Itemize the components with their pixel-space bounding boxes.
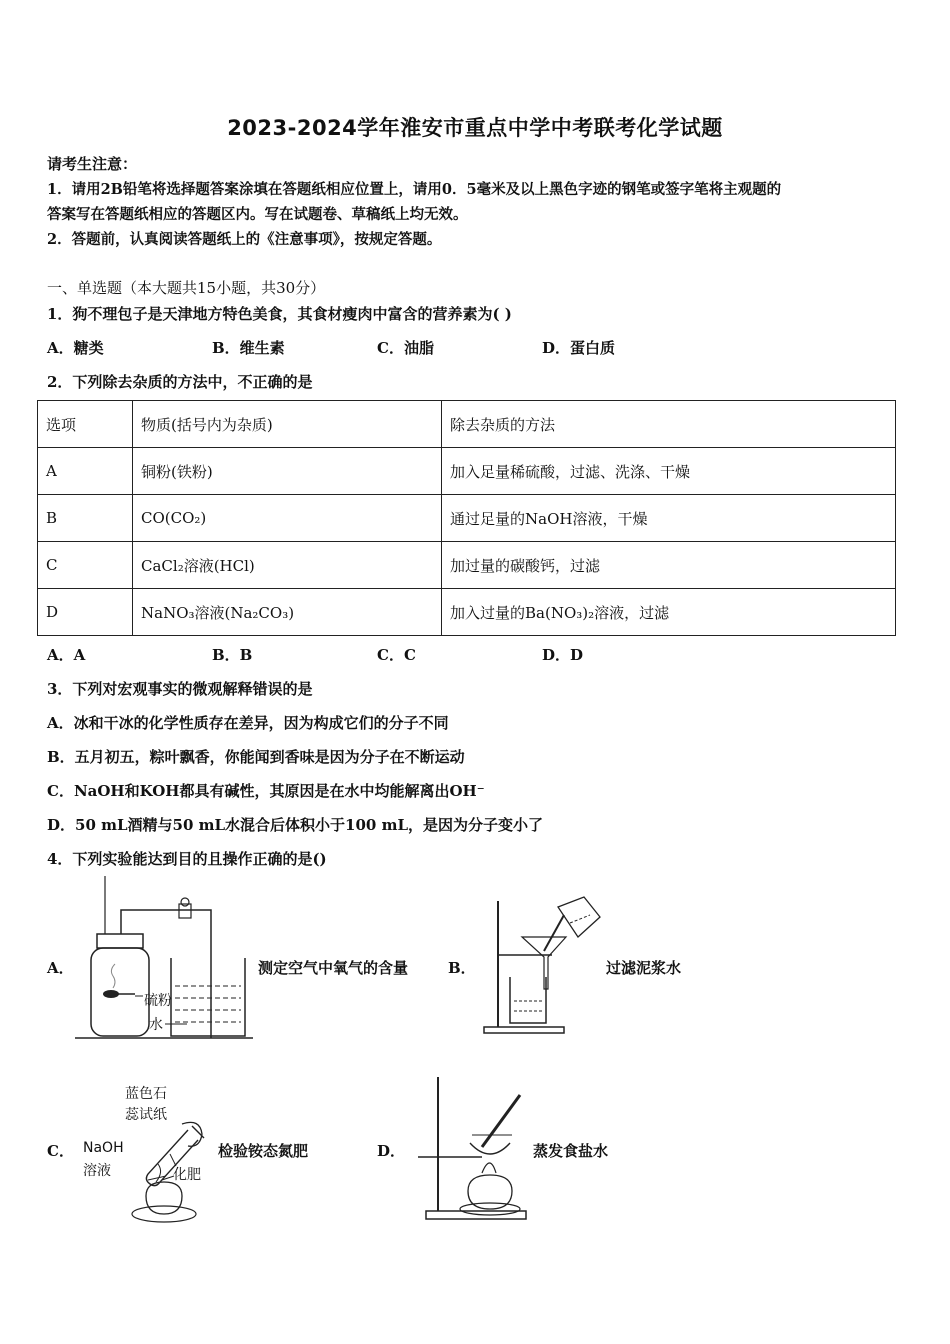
q2-option-a[interactable]: A．A (47, 646, 86, 664)
table-cell: 加入过量的Ba(NO₃)₂溶液，过滤 (442, 589, 896, 636)
q3-option-b[interactable]: B．五月初五，粽叶飘香，你能闻到香味是因为分子在不断运动 (47, 748, 465, 766)
table-cell: 加过量的碳酸钙，过滤 (442, 542, 896, 589)
table-cell: 铜粉(铁粉) (133, 448, 442, 495)
header-cell: 物质(括号内为杂质) (133, 401, 442, 448)
label-solution: 溶液 (83, 1163, 111, 1179)
label-fertilizer: 化肥 (173, 1167, 201, 1183)
q2-option-c[interactable]: C．C (377, 646, 416, 664)
notice-line-2: 2．答题前，认真阅读答题纸上的《注意事项》，按规定答题。 (47, 231, 442, 248)
q4-option-c-letter[interactable]: C． (47, 1142, 74, 1160)
q3-stem: 3．下列对宏观事实的微观解释错误的是 (47, 680, 313, 698)
q4-option-a-text: 测定空气中氧气的含量 (258, 959, 409, 977)
page-title: 2023-2024学年淮安市重点中学中考联考化学试题 (227, 116, 723, 140)
q1-option-a[interactable]: A．糖类 (47, 339, 104, 357)
q1-option-c[interactable]: C．油脂 (377, 339, 434, 357)
table-row (38, 495, 896, 542)
table-cell: NaNO₃溶液(Na₂CO₃) (133, 589, 442, 636)
q1-option-d[interactable]: D．蛋白质 (542, 339, 616, 357)
q4-option-d-letter[interactable]: D． (377, 1142, 406, 1160)
label-sulfur: 硫粉 (144, 993, 172, 1009)
label-litmus-2: 蕊试纸 (125, 1107, 167, 1123)
q2-option-b[interactable]: B．B (212, 646, 253, 664)
table-cell: A (38, 448, 133, 495)
label-naoh: NaOH (83, 1140, 124, 1156)
q4-option-a-letter[interactable]: A． (47, 959, 74, 977)
q2-option-d[interactable]: D．D (542, 646, 584, 664)
q4-stem: 4．下列实验能达到目的且操作正确的是() (47, 850, 327, 868)
apparatus-filtration (482, 893, 602, 1038)
table-cell: 通过足量的NaOH溶液，干燥 (442, 495, 896, 542)
q4-option-d-text: 蒸发食盐水 (533, 1142, 609, 1160)
q4-option-b-text: 过滤泥浆水 (606, 959, 682, 977)
table-cell: D (38, 589, 133, 636)
table-row (38, 448, 896, 495)
q1-stem: 1．狗不理包子是天津地方特色美食，其食材瘦肉中富含的营养素为( ) (47, 305, 512, 323)
table-cell: 加入足量稀硫酸，过滤、洗涤、干燥 (442, 448, 896, 495)
table-header-row (38, 401, 896, 448)
table-cell: C (38, 542, 133, 589)
table-cell: B (38, 495, 133, 542)
header-cell: 选项 (38, 401, 133, 448)
q3-option-a[interactable]: A．冰和干冰的化学性质存在差异，因为构成它们的分子不同 (47, 714, 449, 732)
q3-option-c[interactable]: C．NaOH和KOH都具有碱性，其原因是在水中均能解离出OH⁻ (47, 782, 485, 800)
apparatus-oxygen-measure (75, 876, 255, 1042)
table-cell: CaCl₂溶液(HCl) (133, 542, 442, 589)
notice-line-1b: 答案写在答题纸相应的答题区内。写在试题卷、草稿纸上均无效。 (47, 206, 468, 223)
q2-stem: 2．下列除去杂质的方法中，不正确的是 (47, 373, 313, 391)
notice-heading: 请考生注意： (47, 155, 138, 173)
header-cell: 除去杂质的方法 (442, 401, 896, 448)
notice-line-1a: 1．请用2B铅笔将选择题答案涂填在答题纸相应位置上，请用0．5毫米及以上黑色字迹的钢笔或签字笔将主观题的 (47, 181, 782, 198)
apparatus-evaporation (412, 1073, 532, 1225)
q4-option-b-letter[interactable]: B． (448, 959, 476, 977)
q4-option-c-text: 检验铵态氮肥 (218, 1142, 309, 1160)
q3-option-d[interactable]: D．50 mL酒精与50 mL水混合后体积小于100 mL，是因为分子变小了 (47, 816, 543, 834)
apparatus-ammonium-test (118, 1100, 218, 1230)
section-heading: 一、单选题（本大题共15小题，共30分） (47, 279, 326, 297)
table-row (38, 542, 896, 589)
label-litmus-1: 蓝色石 (125, 1086, 167, 1102)
table-cell: CO(CO₂) (133, 495, 442, 542)
table-row (38, 589, 896, 636)
label-water: 水 (149, 1017, 163, 1033)
q2-table (37, 400, 896, 636)
q1-option-b[interactable]: B．维生素 (212, 339, 285, 357)
